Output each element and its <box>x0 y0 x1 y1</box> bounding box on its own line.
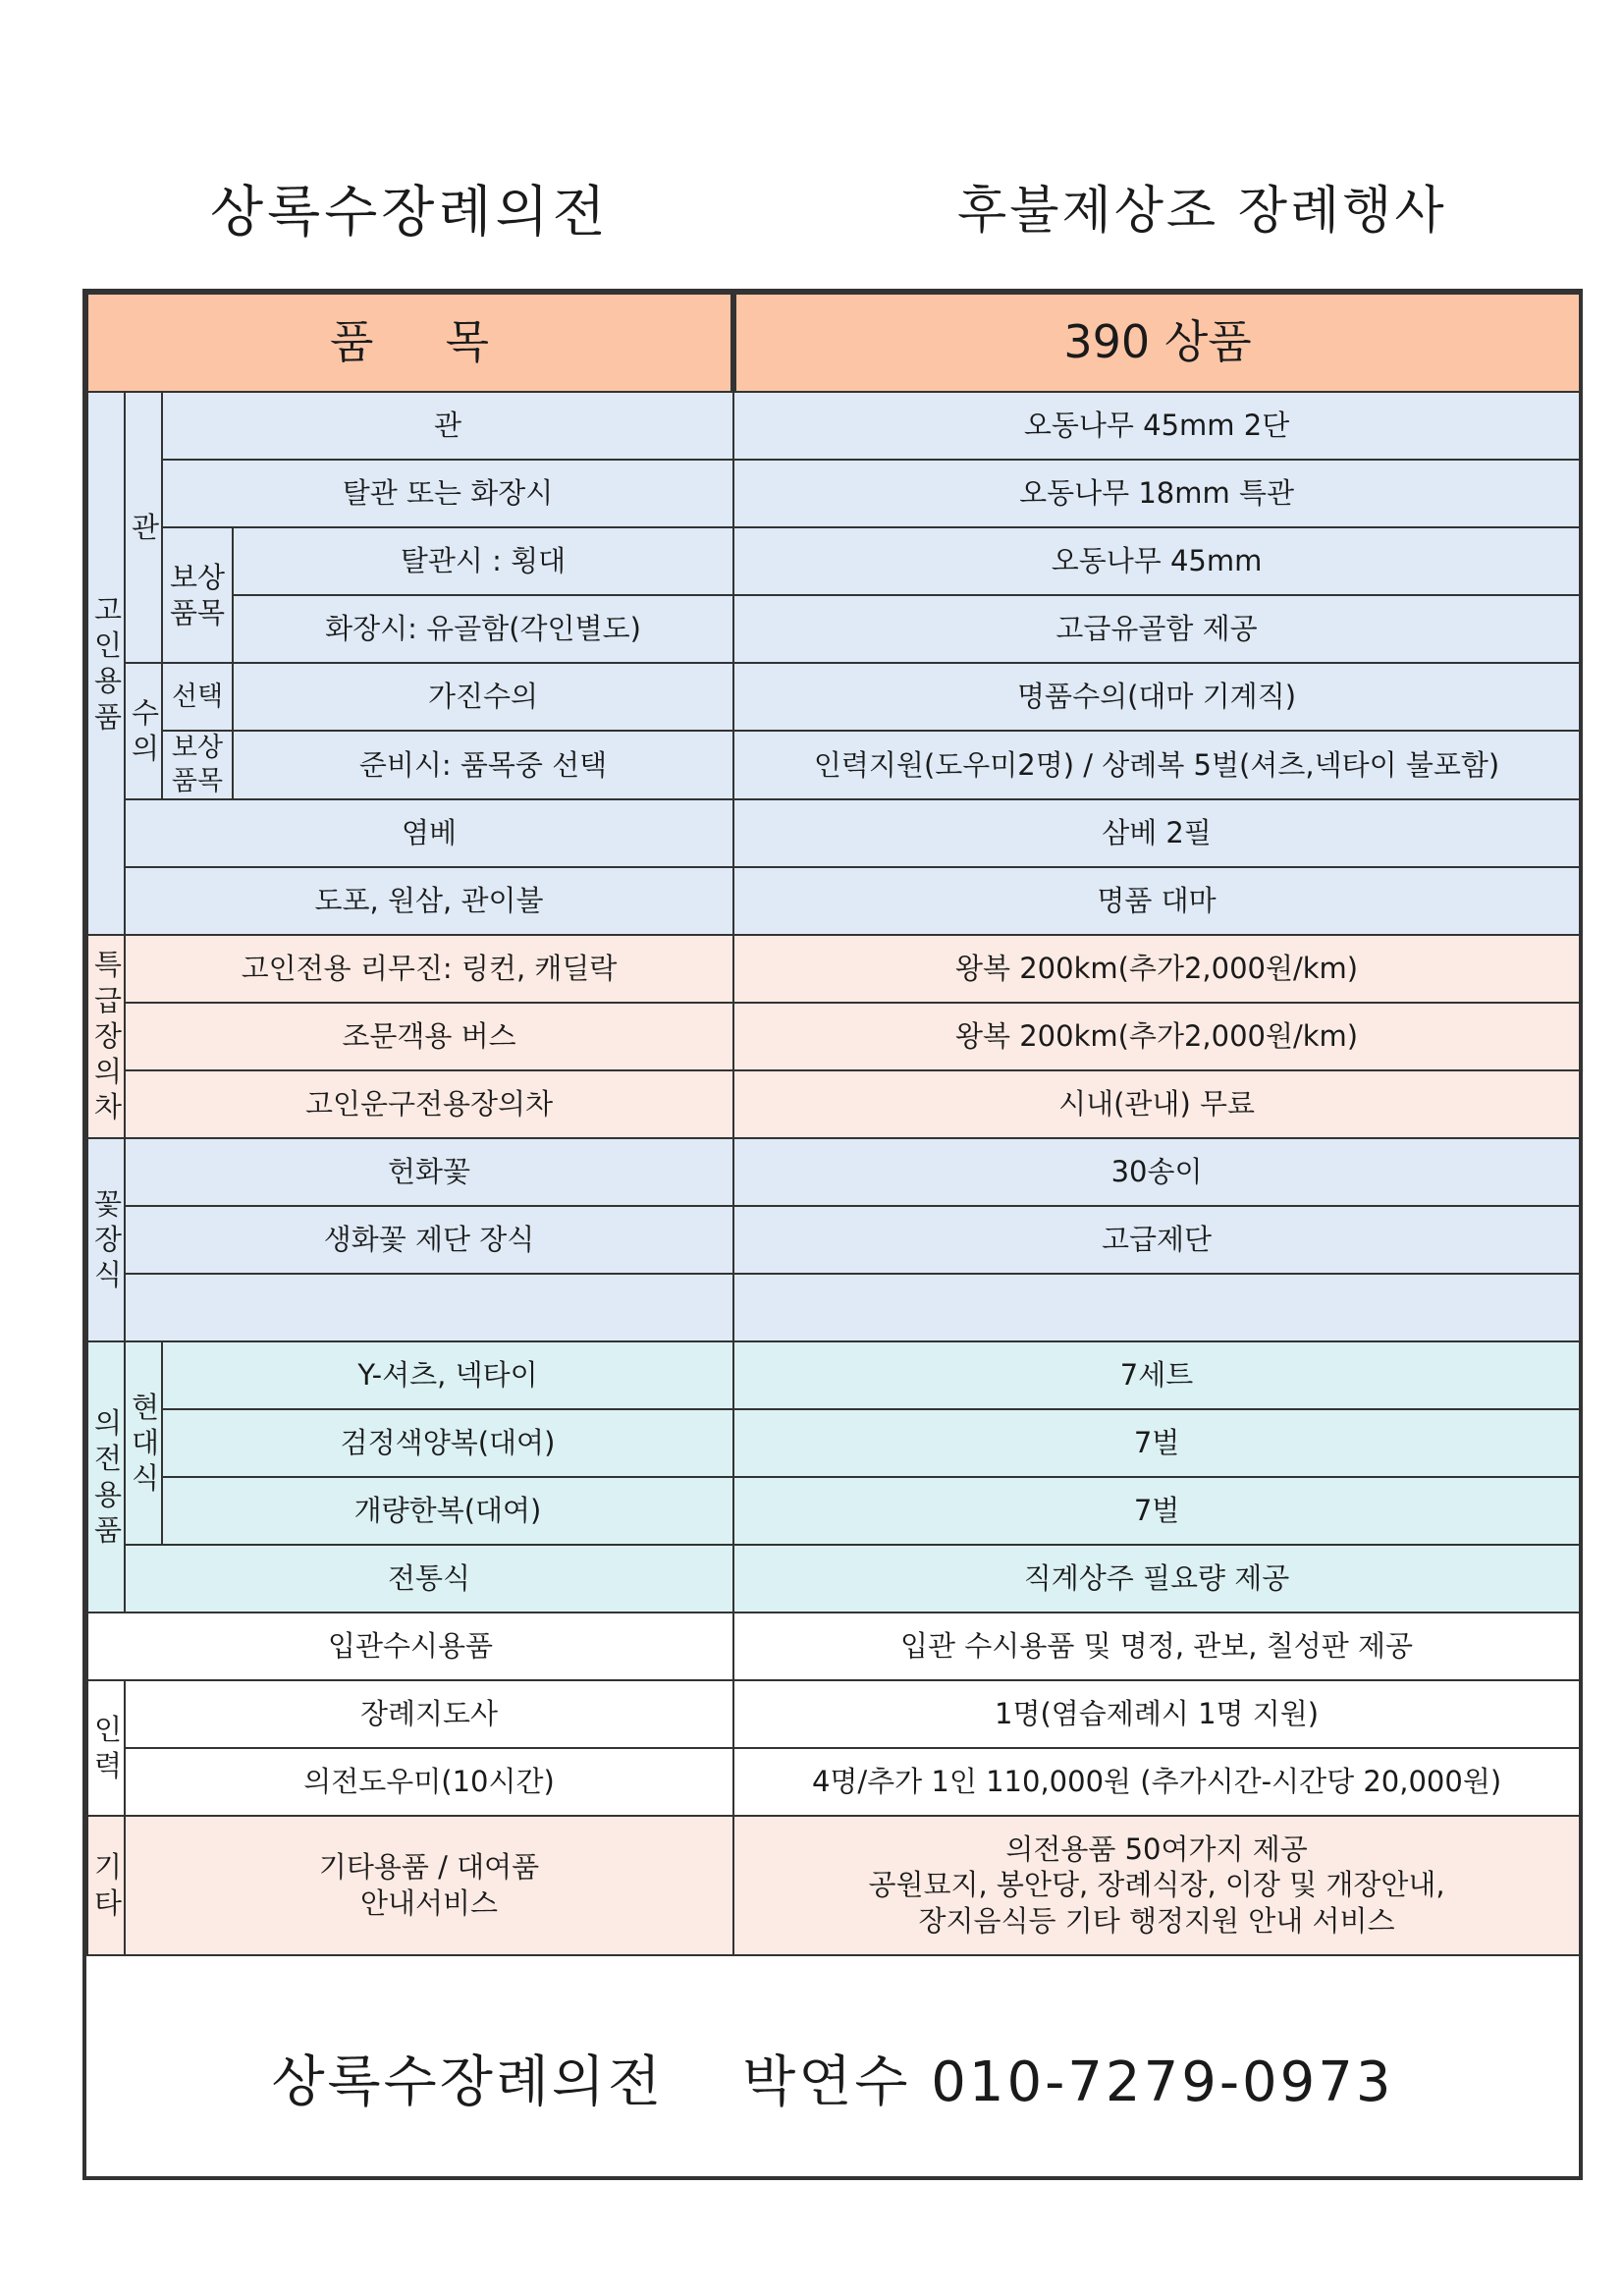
package-table <box>86 293 1581 1956</box>
group-label-teukgeup: 특급장의차 <box>87 935 125 1138</box>
row-value: 의전용품 50여가지 제공 공원묘지, 봉안당, 장례식장, 이장 및 개장안내, 장지음식등 기타 행정지원 안내 서비스 <box>733 1816 1580 1955</box>
row-item: 탈관시 : 횡대 <box>233 527 733 595</box>
row-value: 고급유골함 제공 <box>733 595 1580 663</box>
table-row <box>87 1274 1580 1341</box>
table-row <box>87 1613 1580 1680</box>
row-item: 고인운구전용장의차 <box>125 1070 733 1138</box>
row-item: 탈관 또는 화장시 <box>162 460 733 527</box>
row-value-empty <box>733 1274 1580 1341</box>
row-value: 왕복 200km(추가2,000원/km) <box>733 935 1580 1003</box>
table-row <box>87 1409 1580 1477</box>
row-item: 개량한복(대여) <box>162 1477 733 1545</box>
row-item: 염베 <box>125 799 733 867</box>
table-row <box>87 1206 1580 1274</box>
table-row <box>87 731 1580 799</box>
row-value: 왕복 200km(추가2,000원/km) <box>733 1003 1580 1070</box>
table-row <box>87 1341 1580 1409</box>
table-row <box>87 1070 1580 1138</box>
group-label-hyeondae: 현대식 <box>125 1341 162 1545</box>
row-value: 직계상주 필요량 제공 <box>733 1545 1580 1613</box>
row-item: 고인전용 리무진: 링컨, 캐딜락 <box>125 935 733 1003</box>
table-row <box>87 1003 1580 1070</box>
row-item: 입관수시용품 <box>87 1613 733 1680</box>
row-value: 7벌 <box>733 1477 1580 1545</box>
table-row <box>87 663 1580 731</box>
table-row <box>87 1816 1580 1955</box>
row-value: 오동나무 18mm 특관 <box>733 460 1580 527</box>
row-value: 7세트 <box>733 1341 1580 1409</box>
table-row <box>87 867 1580 935</box>
row-value: 4명/추가 1인 110,000원 (추가시간-시간당 20,000원) <box>733 1748 1580 1816</box>
table-row <box>87 1477 1580 1545</box>
row-item: 가진수의 <box>233 663 733 731</box>
row-value: 인력지원(도우미2명) / 상례복 5벌(셔츠,넥타이 불포함) <box>733 731 1580 799</box>
row-item: 검정색양복(대여) <box>162 1409 733 1477</box>
column-header-package: 390 상품 <box>733 294 1580 392</box>
footer-contact <box>86 2039 1579 2117</box>
table-row <box>87 1138 1580 1206</box>
row-value: 명품 대마 <box>733 867 1580 935</box>
group-label-inryeok: 인력 <box>87 1680 125 1816</box>
price-sheet <box>82 289 1583 2180</box>
row-value: 고급제단 <box>733 1206 1580 1274</box>
table-row <box>87 527 1580 595</box>
row-value: 오동나무 45mm 2단 <box>733 392 1580 460</box>
table-row <box>87 799 1580 867</box>
table-row <box>87 935 1580 1003</box>
footer-company: 상록수장례의전 <box>271 2050 665 2114</box>
group-label-kkot: 꽃장식 <box>87 1138 125 1341</box>
row-item: Y-셔츠, 넥타이 <box>162 1341 733 1409</box>
row-item: 조문객용 버스 <box>125 1003 733 1070</box>
footer-phone: 박연수 010-7279-0973 <box>742 2050 1394 2114</box>
group-label-sueui: 수의 <box>125 663 162 799</box>
company-title: 상록수장례의전 <box>210 181 610 245</box>
row-item: 헌화꽃 <box>125 1138 733 1206</box>
group-label-seontaek: 선택 <box>162 663 233 731</box>
row-item: 기타용품 / 대여품 안내서비스 <box>125 1816 733 1955</box>
row-item: 화장시: 유골함(각인별도) <box>233 595 733 663</box>
group-label-bosang: 보상품목 <box>162 527 233 663</box>
table-header-row <box>87 294 1580 392</box>
row-item: 장례지도사 <box>125 1680 733 1748</box>
group-label-bosang: 보상품목 <box>162 731 233 799</box>
row-value: 시내(관내) 무료 <box>733 1070 1580 1138</box>
group-label-gita: 기타 <box>87 1816 125 1955</box>
table-row <box>87 1748 1580 1816</box>
table-row <box>87 460 1580 527</box>
row-value: 1명(염습제례시 1명 지원) <box>733 1680 1580 1748</box>
row-item: 도포, 원삼, 관이불 <box>125 867 733 935</box>
row-value: 명품수의(대마 기계직) <box>733 663 1580 731</box>
row-value: 30송이 <box>733 1138 1580 1206</box>
row-item-empty <box>125 1274 733 1341</box>
group-label-goin: 고인용품 <box>87 392 125 935</box>
row-item: 전통식 <box>125 1545 733 1613</box>
table-row <box>87 392 1580 460</box>
group-label-gwan: 관 <box>125 392 162 663</box>
table-row <box>87 1680 1580 1748</box>
row-item: 준비시: 품목중 선택 <box>233 731 733 799</box>
table-row <box>87 1545 1580 1613</box>
column-header-item: 품 목 <box>87 294 733 392</box>
service-title: 후불제상조 장례행사 <box>957 182 1447 241</box>
table-row <box>87 595 1580 663</box>
row-item: 생화꽃 제단 장식 <box>125 1206 733 1274</box>
row-item: 관 <box>162 392 733 460</box>
row-item: 의전도우미(10시간) <box>125 1748 733 1816</box>
group-label-uijeon: 의전용품 <box>87 1341 125 1613</box>
row-value: 오동나무 45mm <box>733 527 1580 595</box>
row-value: 7벌 <box>733 1409 1580 1477</box>
row-value: 입관 수시용품 및 명정, 관보, 칠성판 제공 <box>733 1613 1580 1680</box>
row-value: 삼베 2필 <box>733 799 1580 867</box>
